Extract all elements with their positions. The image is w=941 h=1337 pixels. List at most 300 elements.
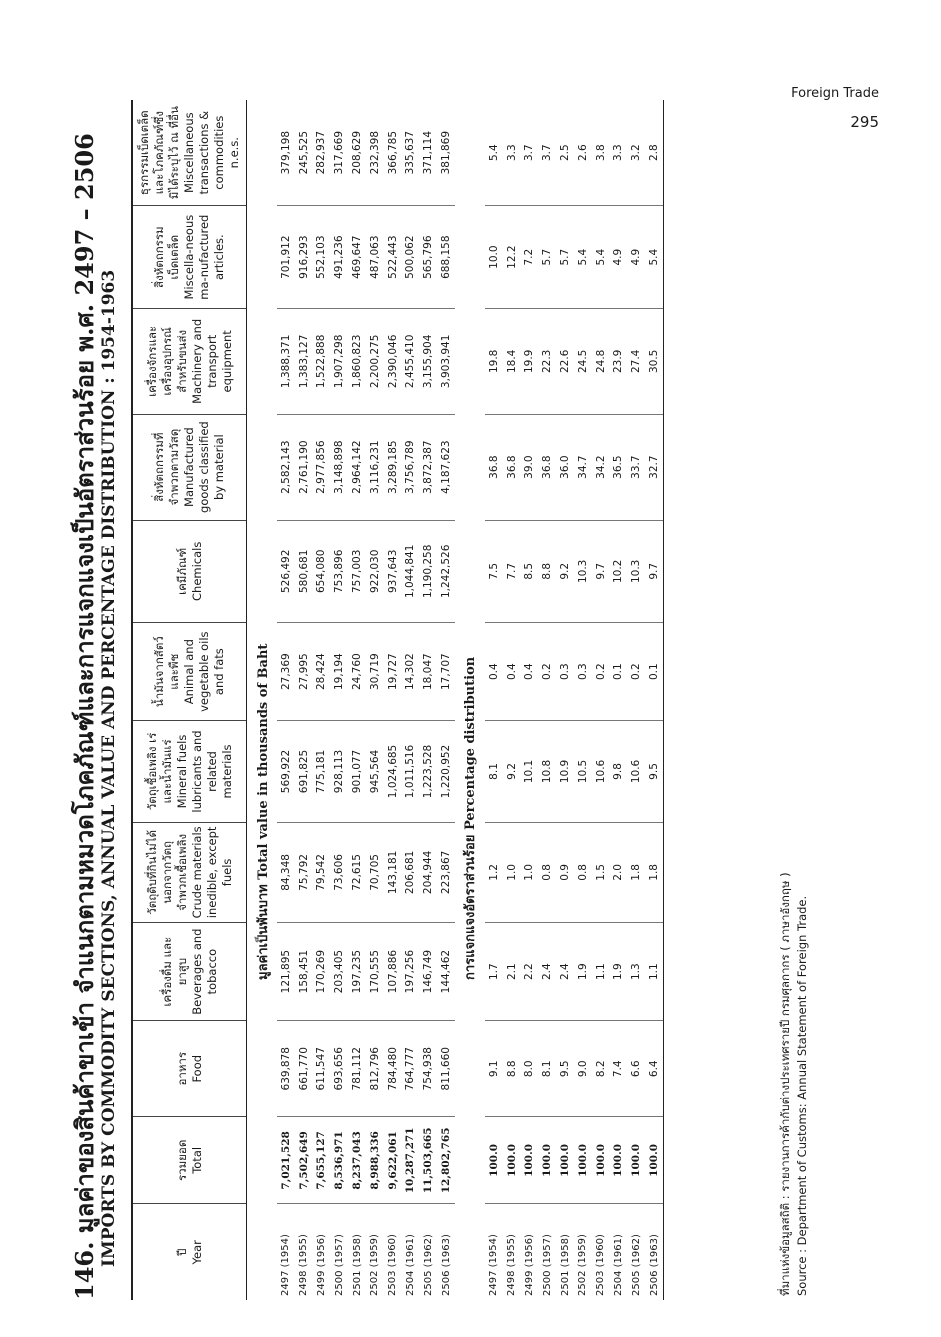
column-header-english: Machinery and transport equipment (189, 318, 234, 404)
value-cell: 8.8 (503, 1021, 521, 1117)
total-cell: 11,503,665 (419, 1117, 437, 1204)
source-notes (777, 100, 811, 1300)
value-cell: 30.5 (645, 308, 663, 414)
value-cell: 27.4 (627, 308, 645, 414)
value-cell: 208,629 (348, 100, 366, 206)
value-cell: 33.7 (627, 414, 645, 520)
value-cell: 3.3 (610, 100, 628, 206)
value-cell: 688,158 (437, 206, 455, 309)
source-note-english: Source : Department of Customs: Annual Statement of Foreign Trade. (795, 895, 809, 1296)
value-cell: 3.7 (538, 100, 556, 206)
table-row (419, 100, 437, 1300)
value-cell: 1,024,685 (384, 721, 402, 822)
value-cell: 0.8 (574, 822, 592, 922)
value-cell: 10.3 (627, 520, 645, 623)
value-cell: 30,719 (366, 623, 384, 721)
value-cell: 0.4 (485, 623, 503, 721)
value-cell: 1.5 (592, 822, 610, 922)
value-cell: 8.8 (538, 520, 556, 623)
column-header-thai: ธุรกรรมเบ็ดเตล็ดและโภคภัณฑ์ซึ่งมิได้ระบุไว้ ณ ที่อื่น (137, 106, 181, 200)
value-cell: 158,451 (295, 923, 313, 1021)
value-cell: 3.7 (521, 100, 539, 206)
value-cell: 18,047 (419, 623, 437, 721)
value-cell: 5.7 (556, 206, 574, 309)
value-cell: 36.8 (503, 414, 521, 520)
year-cell: 2502 (1959) (577, 1234, 589, 1296)
column-header (132, 822, 247, 922)
value-cell: 19,727 (384, 623, 402, 721)
value-cell: 2,455,410 (402, 308, 420, 414)
value-cell: 654,080 (313, 520, 331, 623)
value-cell: 5.4 (592, 206, 610, 309)
value-cell: 1.0 (521, 822, 539, 922)
value-cell: 19.9 (521, 308, 539, 414)
value-cell: 146,749 (419, 923, 437, 1021)
value-cell: 1.7 (485, 923, 503, 1021)
column-header-thai: เครื่องจักรและเครื่องอุปกรณ์สำหรับขนส่ง (144, 325, 189, 397)
table-row (277, 100, 295, 1300)
total-cell: 100.0 (592, 1117, 610, 1204)
value-cell: 24.8 (592, 308, 610, 414)
value-cell: 4.9 (627, 206, 645, 309)
running-header: Foreign Trade (791, 86, 879, 101)
value-cell: 0.2 (592, 623, 610, 721)
value-cell: 1,907,298 (330, 308, 348, 414)
table-row (521, 100, 539, 1300)
value-cell: 1,011,516 (402, 721, 420, 822)
value-cell: 1.1 (645, 923, 663, 1021)
value-cell: 144,462 (437, 923, 455, 1021)
column-header (132, 1204, 247, 1300)
column-header-thai: เครื่องดื่ม และยาสูบ (159, 936, 189, 1007)
column-header-thai: เคมีภัณฑ์ (174, 547, 189, 595)
value-cell: 0.3 (556, 623, 574, 721)
value-cell: 73,606 (330, 822, 348, 922)
value-cell: 22.3 (538, 308, 556, 414)
total-cell: 100.0 (610, 1117, 628, 1204)
value-cell: 245,525 (295, 100, 313, 206)
value-cell: 72,615 (348, 822, 366, 922)
total-cell: 8,536,971 (330, 1117, 348, 1204)
value-cell: 232,398 (366, 100, 384, 206)
value-cell: 1,522,888 (313, 308, 331, 414)
table-body (247, 100, 664, 1300)
table-row (402, 100, 420, 1300)
value-cell: 6.6 (627, 1021, 645, 1117)
value-cell: 552,103 (313, 206, 331, 309)
value-cell: 569,922 (277, 721, 295, 822)
value-cell: 19,194 (330, 623, 348, 721)
year-cell: 2504 (1961) (612, 1234, 624, 1296)
value-cell: 84,348 (277, 822, 295, 922)
total-cell: 100.0 (521, 1117, 539, 1204)
table-row (485, 100, 503, 1300)
value-cell: 2,977,856 (313, 414, 331, 520)
value-cell: 1.3 (627, 923, 645, 1021)
table-row (592, 100, 610, 1300)
value-cell: 1,242,526 (437, 520, 455, 623)
section-row-percent (455, 100, 485, 1300)
value-cell: 580,681 (295, 520, 313, 623)
value-cell: 5.4 (574, 206, 592, 309)
value-cell: 9.0 (574, 1021, 592, 1117)
value-cell: 639,878 (277, 1021, 295, 1117)
table-row (348, 100, 366, 1300)
value-cell: 1.2 (485, 822, 503, 922)
year-cell: 2502 (1959) (369, 1234, 381, 1296)
value-cell: 197,235 (348, 923, 366, 1021)
value-cell: 366,785 (384, 100, 402, 206)
value-cell: 0.1 (645, 623, 663, 721)
total-cell: 100.0 (627, 1117, 645, 1204)
column-header-thai: วัตถุเชื้อเพลิง เร่และน้ำมันแร่ (144, 732, 174, 811)
value-cell: 0.1 (610, 623, 628, 721)
table-row (384, 100, 402, 1300)
value-cell: 8.1 (485, 721, 503, 822)
value-cell: 24,760 (348, 623, 366, 721)
value-cell: 8.5 (521, 520, 539, 623)
value-cell: 2.2 (521, 923, 539, 1021)
value-cell: 2,761,190 (295, 414, 313, 520)
total-cell: 100.0 (556, 1117, 574, 1204)
value-cell: 661,770 (295, 1021, 313, 1117)
value-cell: 784,480 (384, 1021, 402, 1117)
value-cell: 764,777 (402, 1021, 420, 1117)
value-cell: 9.5 (645, 721, 663, 822)
table-row (503, 100, 521, 1300)
value-cell: 945,564 (366, 721, 384, 822)
value-cell: 2.1 (503, 923, 521, 1021)
table-row (538, 100, 556, 1300)
value-cell: 5.7 (538, 206, 556, 309)
value-cell: 27,995 (295, 623, 313, 721)
value-cell: 9.7 (592, 520, 610, 623)
value-cell: 701,912 (277, 206, 295, 309)
value-cell: 34.2 (592, 414, 610, 520)
value-cell: 2.6 (574, 100, 592, 206)
value-cell: 10.6 (627, 721, 645, 822)
value-cell: 282,937 (313, 100, 331, 206)
value-cell: 371,114 (419, 100, 437, 206)
value-cell: 0.9 (556, 822, 574, 922)
value-cell: 10.1 (521, 721, 539, 822)
value-cell: 8.0 (521, 1021, 539, 1117)
value-cell: 1,220,952 (437, 721, 455, 822)
value-cell: 5.4 (485, 100, 503, 206)
total-cell: 7,655,127 (313, 1117, 331, 1204)
total-cell: 8,988,336 (366, 1117, 384, 1204)
column-header-thai: วัตถุดิบที่กินไม่ได้ นอกจากวัตถุจำพวกเชื้อเพลิง (144, 830, 189, 915)
value-cell: 1.1 (592, 923, 610, 1021)
table-row (313, 100, 331, 1300)
value-cell: 693,656 (330, 1021, 348, 1117)
year-cell: 2497 (1954) (488, 1234, 500, 1296)
column-header-thai: รวมยอด (174, 1139, 189, 1182)
value-cell: 381,869 (437, 100, 455, 206)
year-cell: 2503 (1960) (595, 1234, 607, 1296)
year-cell: 2498 (1955) (506, 1234, 518, 1296)
value-cell: 3.3 (503, 100, 521, 206)
value-cell: 9.2 (503, 721, 521, 822)
value-cell: 1,383,127 (295, 308, 313, 414)
value-cell: 121,895 (277, 923, 295, 1021)
value-cell: 2.8 (645, 100, 663, 206)
value-cell: 197,256 (402, 923, 420, 1021)
value-cell: 937,643 (384, 520, 402, 623)
value-cell: 5.4 (645, 206, 663, 309)
value-cell: 916,293 (295, 206, 313, 309)
section-heading: การแจกแจงอัตราส่วนร้อย Percentage distribution (463, 656, 479, 980)
column-header-english: Mineral fuels lubricants and related materials (174, 730, 234, 813)
year-cell: 2506 (1963) (440, 1234, 452, 1296)
value-cell: 757,003 (348, 520, 366, 623)
value-cell: 36.8 (485, 414, 503, 520)
value-cell: 8.2 (592, 1021, 610, 1117)
value-cell: 3,155,904 (419, 308, 437, 414)
value-cell: 0.4 (503, 623, 521, 721)
value-cell: 7.2 (521, 206, 539, 309)
year-cell: 2500 (1957) (333, 1234, 345, 1296)
value-cell: 23.9 (610, 308, 628, 414)
value-cell: 3,872,387 (419, 414, 437, 520)
column-header-english: Food (189, 1054, 204, 1083)
value-cell: 901,077 (348, 721, 366, 822)
total-cell: 12,802,765 (437, 1117, 455, 1204)
value-cell: 170,269 (313, 923, 331, 1021)
column-header (132, 923, 247, 1021)
rotated-table-page (65, 100, 825, 1300)
value-cell: 2.0 (610, 822, 628, 922)
value-cell: 10.2 (610, 520, 628, 623)
column-header (132, 308, 247, 414)
value-cell: 3,148,898 (330, 414, 348, 520)
column-header-thai: อาหาร (174, 1051, 189, 1086)
value-cell: 10.6 (592, 721, 610, 822)
value-cell: 4.9 (610, 206, 628, 309)
value-cell: 1,223,528 (419, 721, 437, 822)
total-cell: 100.0 (485, 1117, 503, 1204)
value-cell: 9.2 (556, 520, 574, 623)
value-cell: 335,637 (402, 100, 420, 206)
value-cell: 3.2 (627, 100, 645, 206)
page-number: 295 (850, 113, 879, 131)
year-cell: 2506 (1963) (645, 1204, 663, 1300)
table-row (574, 100, 592, 1300)
value-cell: 2.4 (538, 923, 556, 1021)
total-cell: 7,502,649 (295, 1117, 313, 1204)
value-cell: 10.3 (574, 520, 592, 623)
year-cell: 2501 (1958) (351, 1234, 363, 1296)
value-cell: 0.2 (627, 623, 645, 721)
value-cell: 611,547 (313, 1021, 331, 1117)
value-cell: 9.5 (556, 1021, 574, 1117)
value-cell: 565,796 (419, 206, 437, 309)
section-heading: มูลค่าเป็นพันบาท Total value in thousands of Baht (255, 643, 271, 980)
year-cell: 2503 (1960) (387, 1234, 399, 1296)
value-cell: 8.1 (538, 1021, 556, 1117)
table-row (627, 100, 645, 1300)
value-cell: 4,187,623 (437, 414, 455, 520)
total-cell: 10,287,271 (402, 1117, 420, 1204)
value-cell: 6.4 (645, 1021, 663, 1117)
total-cell: 100.0 (645, 1117, 663, 1204)
table-header-row (132, 100, 247, 1300)
table-row (556, 100, 574, 1300)
value-cell: 12.2 (503, 206, 521, 309)
value-cell: 7.5 (485, 520, 503, 623)
column-header-english: Beverages and tobacco (189, 928, 219, 1015)
column-header-thai: สิ่งหัตถกรรมเบ็ดเตล็ด (152, 226, 181, 288)
value-cell: 754,938 (419, 1021, 437, 1117)
value-cell: 2,582,143 (277, 414, 295, 520)
value-cell: 0.8 (538, 822, 556, 922)
value-cell: 379,198 (277, 100, 295, 206)
value-cell: 32.7 (645, 414, 663, 520)
value-cell: 775,181 (313, 721, 331, 822)
value-cell: 9.1 (485, 1021, 503, 1117)
value-cell: 1,860,823 (348, 308, 366, 414)
value-cell: 18.4 (503, 308, 521, 414)
value-cell: 1,190,258 (419, 520, 437, 623)
value-cell: 36.5 (610, 414, 628, 520)
year-cell: 2499 (1956) (523, 1234, 535, 1296)
column-header-thai: สิ่งหัตถกรรมที่จำพวกตามวัสดุ (152, 428, 181, 506)
source-note-thai: ที่มาแห่งข้อมูลสถิติ : รายงานการค้ากับต่างประเทศรายปี กรมศุลกากร ( ภาษาอังกฤษ ) (778, 872, 792, 1296)
value-cell: 10.5 (574, 721, 592, 822)
value-cell: 204,944 (419, 822, 437, 922)
column-header (132, 1021, 247, 1117)
table-row (366, 100, 384, 1300)
value-cell: 79,542 (313, 822, 331, 922)
value-cell: 1.9 (574, 923, 592, 1021)
value-cell: 1.0 (503, 822, 521, 922)
value-cell: 3,289,185 (384, 414, 402, 520)
value-cell: 491,236 (330, 206, 348, 309)
column-header (132, 721, 247, 822)
table-row (610, 100, 628, 1300)
value-cell: 7.4 (610, 1021, 628, 1117)
value-cell: 2.4 (556, 923, 574, 1021)
value-cell: 811,660 (437, 1021, 455, 1117)
table-row (437, 100, 455, 1300)
year-cell: 2501 (1958) (559, 1234, 571, 1296)
value-cell: 526,492 (277, 520, 295, 623)
value-cell: 3,116,231 (366, 414, 384, 520)
column-header (132, 623, 247, 721)
value-cell: 143,181 (384, 822, 402, 922)
value-cell: 812,796 (366, 1021, 384, 1117)
year-cell: 2505 (1962) (630, 1234, 642, 1296)
value-cell: 7.7 (503, 520, 521, 623)
table-row (645, 100, 663, 1300)
value-cell: 1,044,841 (402, 520, 420, 623)
value-cell: 2,200,275 (366, 308, 384, 414)
column-header-english: Year (189, 1240, 204, 1265)
value-cell: 753,896 (330, 520, 348, 623)
year-cell: 2499 (1956) (315, 1234, 327, 1296)
table-row (295, 100, 313, 1300)
table-title-english: IMPORTS BY COMMODITY SECTIONS, ANNUAL VALUE AND PERCENTAGE DISTRIBUTION : 1954-1963 (99, 269, 119, 1267)
value-cell: 14,302 (402, 623, 420, 721)
value-cell: 1,388,371 (277, 308, 295, 414)
value-cell: 203,405 (330, 923, 348, 1021)
year-cell: 2500 (1957) (541, 1234, 553, 1296)
value-cell: 1.8 (645, 822, 663, 922)
value-cell: 2.5 (556, 100, 574, 206)
value-cell: 27,369 (277, 623, 295, 721)
total-cell: 100.0 (574, 1117, 592, 1204)
column-header (132, 414, 247, 520)
value-cell: 0.3 (574, 623, 592, 721)
value-cell: 75,792 (295, 822, 313, 922)
value-cell: 2,390,046 (384, 308, 402, 414)
column-header-english: Crude materials inedible, except fuels (189, 826, 234, 919)
value-cell: 922,030 (366, 520, 384, 623)
column-header-english: Animal and vegetable oils and fats (182, 631, 226, 712)
value-cell: 10.0 (485, 206, 503, 309)
value-cell: 500,062 (402, 206, 420, 309)
total-cell: 100.0 (503, 1117, 521, 1204)
value-cell: 317,669 (330, 100, 348, 206)
value-cell: 928,113 (330, 721, 348, 822)
value-cell: 170,555 (366, 923, 384, 1021)
value-cell: 17,707 (437, 623, 455, 721)
value-cell: 487,063 (366, 206, 384, 309)
total-cell: 8,237,043 (348, 1117, 366, 1204)
value-cell: 19.8 (485, 308, 503, 414)
table-title-thai: 146. มูลค่าของสินค้าขาเข้า จำแนกตามหมวดโภคภัณฑ์และการแจกแจงเป็นอัตราส่วนร้อย พ.ศ. 2497 – 2506 (70, 133, 99, 1300)
column-header-thai: ปี (174, 1248, 189, 1256)
value-cell: 3,756,789 (402, 414, 420, 520)
section-row-value (247, 100, 278, 1300)
value-cell: 28,424 (313, 623, 331, 721)
value-cell: 2,964,142 (348, 414, 366, 520)
column-header-thai: น้ำมันจากสัตว์และพืช (152, 636, 181, 708)
year-cell: 2498 (1955) (298, 1234, 310, 1296)
column-header-english: Manufactured goods classified by material (182, 421, 226, 513)
value-cell: 9.7 (645, 520, 663, 623)
value-cell: 36.0 (556, 414, 574, 520)
value-cell: 522,443 (384, 206, 402, 309)
total-cell: 100.0 (538, 1117, 556, 1204)
value-cell: 34.7 (574, 414, 592, 520)
value-cell: 1.9 (610, 923, 628, 1021)
column-header (132, 206, 247, 309)
value-cell: 70,705 (366, 822, 384, 922)
column-header-english: Miscella-neous ma-nufactured articles. (182, 214, 226, 300)
year-cell: 2505 (1962) (422, 1234, 434, 1296)
value-cell: 22.6 (556, 308, 574, 414)
value-cell: 107,886 (384, 923, 402, 1021)
value-cell: 223,867 (437, 822, 455, 922)
column-header (132, 100, 247, 206)
value-cell: 0.4 (521, 623, 539, 721)
column-header-english: Miscellaneous transactions & commodities n.e.s. (182, 110, 241, 195)
column-header (132, 520, 247, 623)
table-row (330, 100, 348, 1300)
value-cell: 469,647 (348, 206, 366, 309)
value-cell: 781,112 (348, 1021, 366, 1117)
value-cell: 206,681 (402, 822, 420, 922)
total-cell: 9,622,061 (384, 1117, 402, 1204)
value-cell: 3.8 (592, 100, 610, 206)
column-header-english: Total (189, 1146, 204, 1174)
value-cell: 3,903,941 (437, 308, 455, 414)
value-cell: 9.8 (610, 721, 628, 822)
total-cell: 7,021,528 (277, 1117, 295, 1204)
value-cell: 10.8 (538, 721, 556, 822)
column-header-english: Chemicals (189, 541, 204, 601)
